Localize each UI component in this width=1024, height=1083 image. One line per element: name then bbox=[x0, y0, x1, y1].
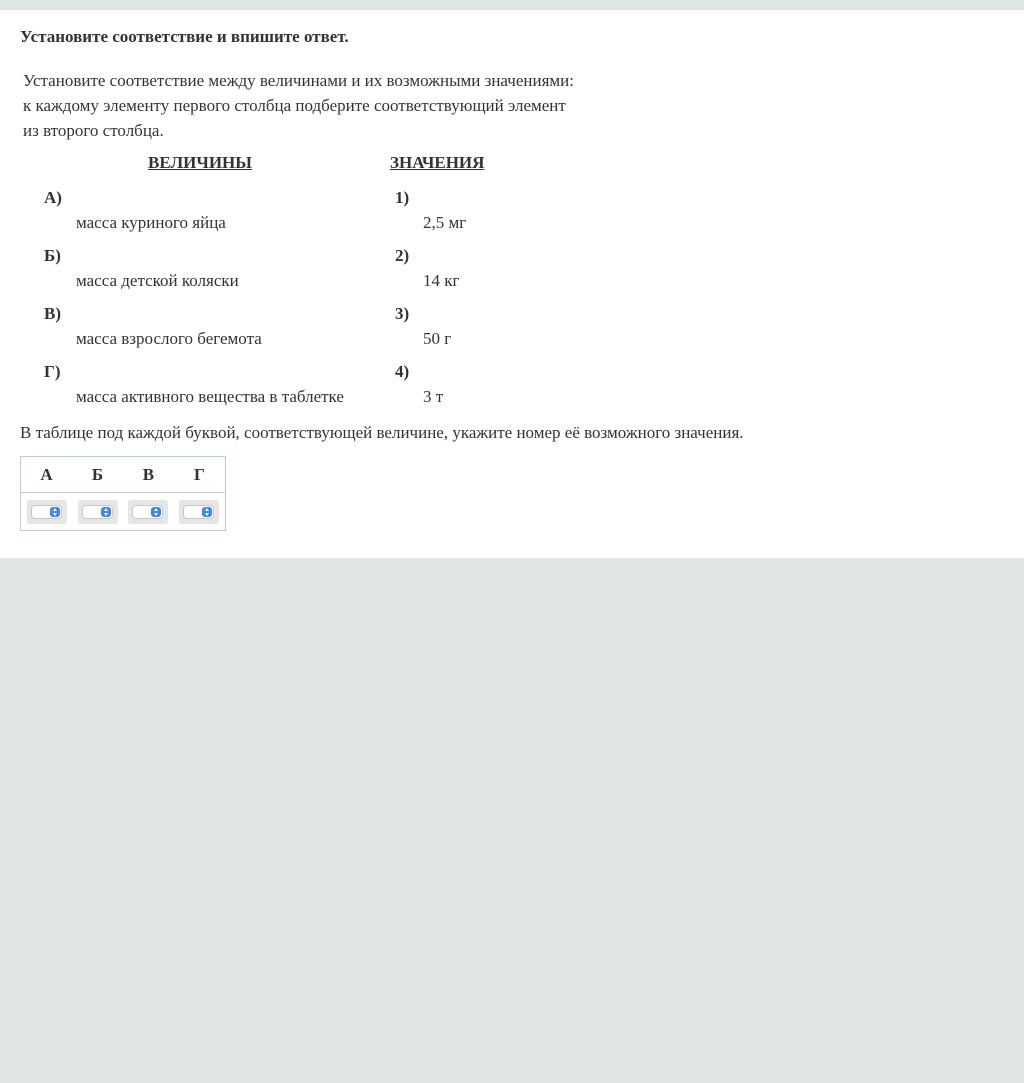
answer-header-row bbox=[21, 457, 226, 493]
answer-cell-g bbox=[174, 493, 226, 531]
value-number-1: 1) bbox=[395, 188, 410, 207]
answer-header-b: Б bbox=[72, 457, 123, 493]
intro-line: из второго столбца. bbox=[23, 121, 164, 140]
answer-cell-a bbox=[21, 493, 73, 531]
quantity-letter-b: Б) bbox=[44, 246, 61, 265]
column-header-quantities: ВЕЛИЧИНЫ bbox=[148, 153, 252, 172]
quantity-text-a: масса куриного яйца bbox=[76, 213, 226, 232]
answer-instruction: В таблице под каждой буквой, соответствующей величине, укажите номер её возможного значения. bbox=[20, 423, 744, 442]
quantity-text-v: масса взрослого бегемота bbox=[76, 329, 262, 348]
value-text-3: 50 г bbox=[423, 329, 452, 348]
answer-select-v[interactable] bbox=[128, 500, 168, 524]
task-title: Установите соответствие и впишите ответ. bbox=[20, 27, 349, 46]
quantity-text-g: масса активного вещества в таблетке bbox=[76, 387, 344, 406]
quantity-text-b: масса детской коляски bbox=[76, 271, 239, 290]
value-number-3: 3) bbox=[395, 304, 410, 323]
answer-select-row bbox=[21, 493, 226, 531]
select-box[interactable] bbox=[31, 505, 62, 519]
task-intro bbox=[23, 68, 623, 143]
value-number-4: 4) bbox=[395, 362, 410, 381]
value-text-2: 14 кг bbox=[423, 271, 460, 290]
quantity-letter-a: А) bbox=[44, 188, 62, 207]
value-text-1: 2,5 мг bbox=[423, 213, 467, 232]
answer-select-g[interactable] bbox=[179, 500, 219, 524]
answer-header-v: В bbox=[123, 457, 174, 493]
select-arrows-icon bbox=[101, 507, 111, 517]
intro-line: Установите соответствие между величинами и их возможными значениями: bbox=[23, 71, 574, 90]
task-card bbox=[0, 10, 1024, 558]
answer-cell-b bbox=[72, 493, 123, 531]
intro-line: к каждому элементу первого столбца подберите соответствующий элемент bbox=[23, 96, 566, 115]
answer-cell-v bbox=[123, 493, 174, 531]
select-arrows-icon bbox=[202, 507, 212, 517]
value-number-2: 2) bbox=[395, 246, 410, 265]
answer-header-a: А bbox=[21, 457, 73, 493]
select-arrows-icon bbox=[151, 507, 161, 517]
answer-select-b[interactable] bbox=[78, 500, 118, 524]
select-box[interactable] bbox=[132, 505, 163, 519]
column-header-values: ЗНАЧЕНИЯ bbox=[390, 153, 485, 172]
answer-table bbox=[20, 456, 226, 531]
quantity-letter-g: Г) bbox=[44, 362, 61, 381]
select-box[interactable] bbox=[82, 505, 113, 519]
answer-select-a[interactable] bbox=[27, 500, 67, 524]
select-box[interactable] bbox=[183, 505, 214, 519]
quantity-letter-v: В) bbox=[44, 304, 61, 323]
answer-header-g: Г bbox=[174, 457, 226, 493]
value-text-4: 3 т bbox=[423, 387, 444, 406]
select-arrows-icon bbox=[50, 507, 60, 517]
